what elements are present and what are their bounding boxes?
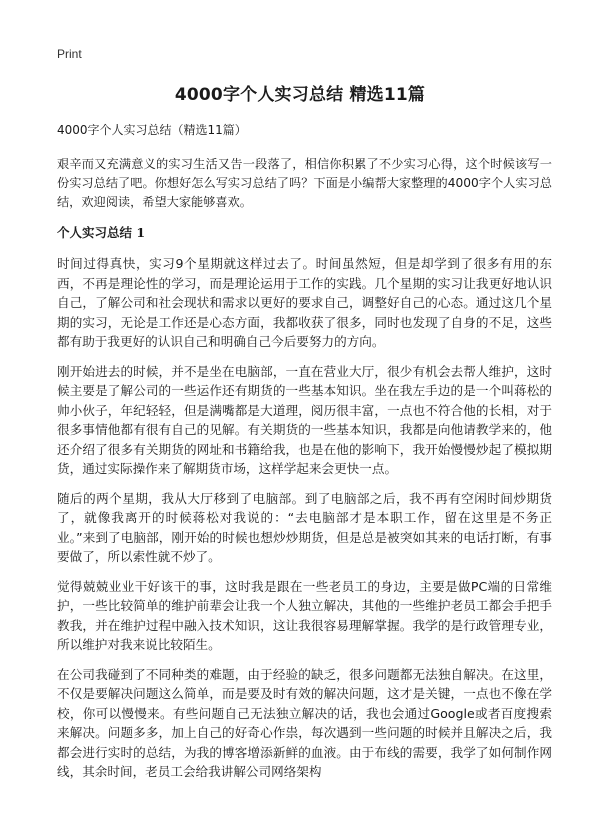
document-subtitle: 4000字个人实习总结（精选11篇） [57,123,247,137]
body-paragraph: 觉得兢兢业业干好该干的事，这时我是跟在一些老员工的身边，主要是做PC端的日常维护，一些比较简单的维护前辈会让我一个人独立解决，其他的一些维护老员工都会手把手教我，并在维护过程中融入技术知识，这让我很容易理解掌握。我学的是行政管理专业，所以维护对我来说比较陌生。 [57,578,552,652]
body-paragraph: 刚开始进去的时候，并不是坐在电脑部，一直在营业大厅，很少有机会去帮人维护，这时候主要是了解公司的一些运作还有期货的一些基本知识。坐在我左手边的是一个叫蒋松的帅小伙子，年纪轻轻，但是满嘴都是大道理，阅历很丰富，一点也不符合他的长相，对于很多事情他都有很有自己的见解。有关期货的一些基本知识，我都是向他请教学来的，他还介绍了很多有关期货的网址和书籍给我，也是在他的影响下，我开始慢慢炒起了模拟期货，通过实际操作来了解期货市场，这样学起来会更快一点。 [57,363,552,476]
intro-paragraph: 艰辛而又充满意义的实习生活又告一段落了，相信你积累了不少实习心得，这个时候该写一份实习总结了吧。你想好怎么写实习总结了吗？下面是小编帮大家整理的4000字个人实习总结，欢迎阅读，希望大家能够喜欢。 [57,157,552,209]
print-label: Print [57,47,82,61]
body-paragraph: 随后的两个星期，我从大厅移到了电脑部。到了电脑部之后，我不再有空闲时间炒期货了，就像我离开的时候蒋松对我说的：“去电脑部才是本职工作，留在这里是不务正业。”来到了电脑部，刚开始的时候也想炒炒期货，但是总是被突如其来的电话打断，有事要做了，所以索性就不炒了。 [57,490,552,564]
document-title: 4000字个人实习总结 精选11篇 [174,85,426,105]
body-paragraph: 在公司我碰到了不同种类的难题，由于经验的缺乏，很多问题都无法独自解决。在这里，不仅是要解决问题这么简单，而是要及时有效的解决问题，这才是关键，一点也不像在学校，你可以慢慢来。有些问题自己无法独立解决的话，我也会通过Google或者百度搜索来解决。问题多多，加上自己的好奇心作祟，每次遇到一些问题的时候并且解决之后，我都会进行实时的总结，为我的博客增添新鲜的血液。由于布线的需要，我学了如何制作网线，其余时间，老员工会给我讲解公司网络架构 [57,666,552,779]
body-paragraph: 时间过得真快，实习9个星期就这样过去了。时间虽然短，但是却学到了很多有用的东西，不再是理论性的学习，而是理论运用于工作的实践。几个星期的实习让我更好地认识自己，了解公司和社会现状和需求以更好的要求自己，调整好自己的心态。通过这几个星期的实习，无论是工作还是心态方面，我都收获了很多，同时也发现了自身的不足，这些都有助于我更好的认识自己和明确自己今后要努力的方向。 [57,256,552,349]
document-body [57,121,552,792]
section-heading: 个人实习总结 1 [57,225,146,240]
